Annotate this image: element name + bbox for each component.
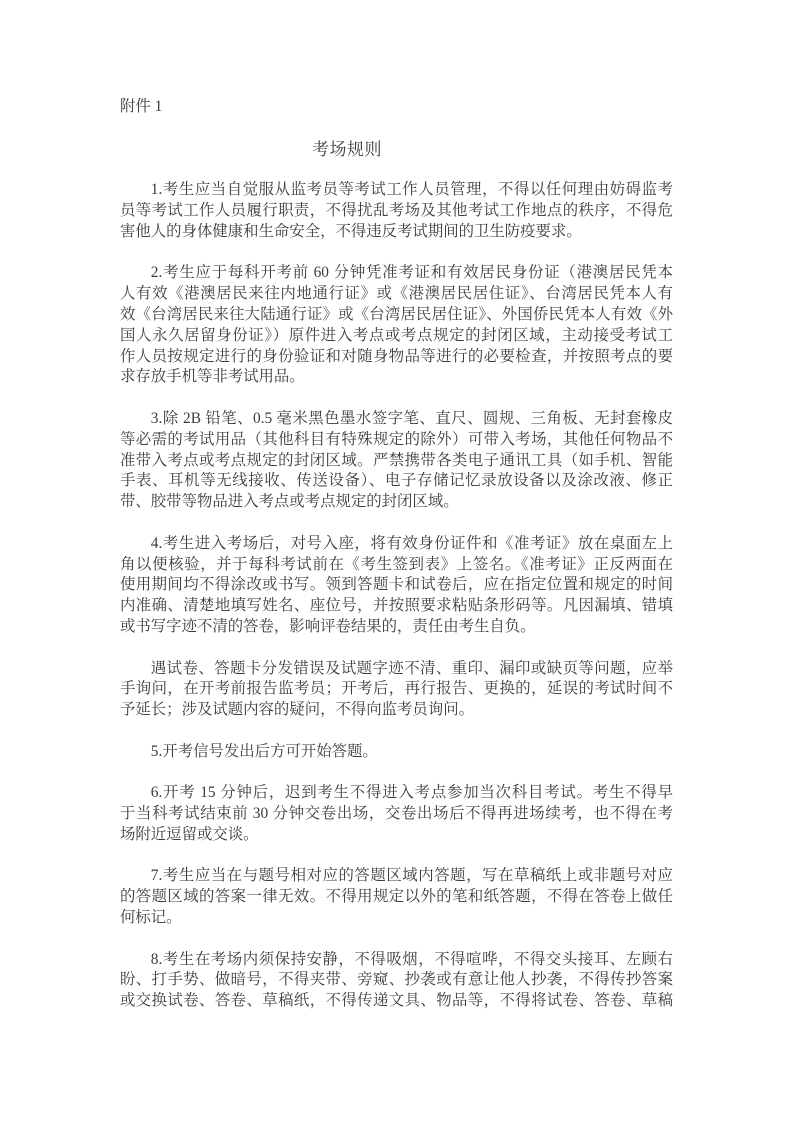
text-line: 场附近逗留或交谈。	[120, 825, 259, 843]
text-line: 6.开考 15 分钟后，迟到考生不得进入考点参加当次科目考试。考生不得早	[150, 784, 673, 802]
text-line: 效《台湾居民来往大陆通行证》或《台湾居民居住证》、外国侨民凭本人有效《外	[120, 305, 673, 323]
text-line: 8.考生在考场内须保持安静，不得吸烟，不得喧哗，不得交头接耳、左顾右	[150, 950, 673, 968]
text-line: 或书写字迹不清的答卷，影响评卷结果的，责任由考生自负。	[120, 617, 536, 635]
text-line: 何标记。	[120, 909, 182, 927]
text-line: 1.考生应当自觉服从监考员等考试工作人员管理，不得以任何理由妨碍监考	[150, 181, 673, 199]
document-title: 考场规则	[312, 139, 382, 159]
paragraph	[120, 659, 673, 721]
text-line: 内准确、清楚地填写姓名、座位号，并按照要求粘贴条形码等。凡因漏填、错填	[120, 597, 673, 615]
text-line: 员等考试工作人员履行职责，不得扰乱考场及其他考试工作地点的秩序，不得危	[120, 201, 673, 219]
paragraph	[120, 950, 673, 1012]
text-line: 手表、耳机等无线接收、传送设备）、电子存储记忆录放设备以及涂改液、修正	[120, 472, 673, 490]
text-line: 或交换试卷、答卷、草稿纸，不得传递文具、物品等，不得将试卷、答卷、草稿	[120, 992, 673, 1010]
text-line: 准带入考点或考点规定的封闭区域。严禁携带各类电子通讯工具（如手机、智能	[120, 451, 673, 469]
text-line: 害他人的身体健康和生命安全，不得违反考试期间的卫生防疫要求。	[120, 222, 582, 240]
text-line: 角以便核验，并于每科考试前在《考生签到表》上签名。《准考证》正反两面在	[120, 555, 673, 573]
text-line: 4.考生进入考场后，对号入座，将有效身份证件和《准考证》放在桌面左上	[150, 534, 673, 552]
text-line: 手询问，在开考前报告监考员；开考后，再行报告、更换的，延误的考试时间不	[120, 680, 673, 698]
text-line: 7.考生应当在与题号相对应的答题区域内答题，写在草稿纸上或非题号对应	[150, 867, 673, 885]
paragraph	[120, 263, 673, 388]
text-line: 人有效《港澳居民来往内地通行证》或《港澳居民居住证》、台湾居民凭本人有	[120, 285, 673, 303]
text-line: 作人员按规定进行的身份验证和对随身物品等进行的必要检查，并按照考点的要	[120, 347, 673, 365]
text-line: 于当科考试结束前 30 分钟交卷出场，交卷出场后不得再进场续考，也不得在考	[120, 805, 673, 823]
paragraph	[120, 180, 673, 242]
text-line: 的答题区域的答案一律无效。不得用规定以外的笔和纸答题，不得在答卷上做任	[120, 888, 673, 906]
text-line: 2.考生应于每科开考前 60 分钟凭准考证和有效居民身份证（港澳居民凭本	[150, 264, 673, 282]
paragraph	[120, 534, 673, 638]
text-line: 使用期间均不得涂改或书写。领到答题卡和试卷后，应在指定位置和规定的时间	[120, 576, 673, 594]
text-line: 带、胶带等物品进入考点或考点规定的封闭区域。	[120, 493, 459, 511]
text-line: 求存放手机等非考试用品。	[120, 368, 305, 386]
text-line: 盼、打手势、做暗号，不得夹带、旁窥、抄袭或有意让他人抄袭，不得传抄答案	[120, 971, 673, 989]
text-line: 3.除 2B 铅笔、0.5 毫米黑色墨水签字笔、直尺、圆规、三角板、无封套橡皮	[150, 409, 673, 427]
attachment-label: 附件 1	[120, 98, 163, 115]
text-line: 遇试卷、答题卡分发错误及试题字迹不清、重印、漏印或缺页等问题，应举	[150, 659, 673, 677]
paragraph	[120, 409, 673, 513]
paragraph	[120, 866, 673, 928]
text-line: 5.开考信号发出后方可开始答题。	[150, 742, 378, 760]
document-body	[120, 180, 673, 1012]
text-line: 等必需的考试用品（其他科目有特殊规定的除外）可带入考场，其他任何物品不	[120, 430, 673, 448]
text-line: 国人永久居留身份证》）原件进入考点或考点规定的封闭区域，主动接受考试工	[120, 326, 673, 344]
paragraph	[120, 742, 673, 763]
paragraph	[120, 783, 673, 845]
text-line: 予延长；涉及试题内容的疑问，不得向监考员询问。	[120, 701, 474, 719]
